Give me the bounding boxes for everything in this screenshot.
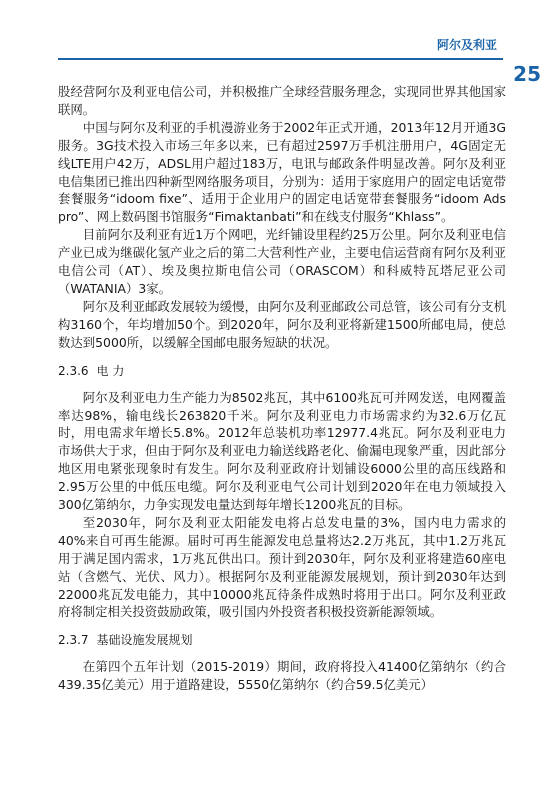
running-header-title: 阿尔及利亚	[436, 38, 497, 52]
page-body	[58, 83, 506, 694]
paragraph: 中国与阿尔及利亚的手机漫游业务于2002年正式开通，2013年12月开通3G服务。3G技术投入市场三年多以来，已有超过2597万手机注册用户，4G固定无线LTE用户42万，ADSL用户超过183万，电讯与邮政条件明显改善。阿尔及利亚电信集团已推出四种新型网络服务项目，分别为：适用于家庭用户的固定电话宽带套餐服务“idoom fixe”、适用于企业用户的固定电话宽带套餐服务“idoom Ads pro”、网上数码图书馆服务“Fimaktanbati”和在线支付服务“Khlass”。	[58, 119, 506, 225]
paragraph: 阿尔及利亚邮政发展较为缓慢，由阿尔及利亚邮政公司总管，该公司有分支机构3160个，年均增加50个。到2020年，阿尔及利亚将新建1500所邮电局，使总数达到5000所，以缓解全国邮电服务短缺的状况。	[58, 298, 506, 350]
section-title: 电 力	[96, 363, 125, 378]
section-number: 2.3.6	[58, 363, 89, 378]
section-title: 基础设施发展规划	[96, 633, 193, 648]
paragraph: 目前阿尔及利亚有近1万个网吧，光纤铺设里程约25万公里。阿尔及利亚电信产业已成为继碳化氢产业之后的第二大营利性产业，主要电信运营商有阿尔及利亚电信公司（AT）、埃及奥拉斯电信公司（ORASCOM）和科威特瓦塔尼亚公司（WATANIA）3家。	[58, 227, 506, 296]
paragraph: 在第四个五年计划（2015-2019）期间，政府将投入41400亿第纳尔（约合439.35亿美元）用于道路建设，5550亿第纳尔（约合59.5亿美元）	[58, 659, 506, 693]
page-number: 25	[513, 62, 541, 86]
paragraph: 阿尔及利亚电力生产能力为8502兆瓦，其中6100兆瓦可并网发送，电网覆盖率达98%，输电线长263820千米。阿尔及利亚电力市场需求约为32.6万亿瓦时，用电需求年增长5.8%。2012年总装机功率12977.4兆瓦。阿尔及利亚电力市场供大于求，但由于阿尔及利亚电力输送线路老化、偷漏电现象严重，因此部分地区用电紧张现象时有发生。阿尔及利亚政府计划铺设6000公里的高压线路和2.95万公里的中低压电缆。阿尔及利亚电气公司计划到2020年在电力领域投入300亿第纳尔，力争实现发电量达到每年增长1200兆瓦的目标。	[58, 389, 506, 513]
section-heading-infrastructure	[58, 632, 506, 648]
section-heading-electricity	[58, 363, 506, 379]
section-number: 2.3.7	[58, 633, 89, 648]
header-rule	[58, 58, 503, 60]
paragraph: 至2030年，阿尔及利亚太阳能发电将占总发电量的3%，国内电力需求的40%来自可再生能源。届时可再生能源发电总量将达2.2万兆瓦，其中1.2万兆瓦用于满足国内需求，1万兆瓦供出口。预计到2030年，阿尔及利亚将建造60座电站（含燃气、光伏、风力）。根据阿尔及利亚能源发展规划，预计到2030年达到22000兆瓦发电能力，其中10000兆瓦待条件成熟时将用于出口。阿尔及利亚政府将制定相关投资鼓励政策，吸引国内外投资者积极投资新能源领域。	[58, 514, 506, 620]
paragraph: 股经营阿尔及利亚电信公司，并积极推广全球经营服务理念，实现同世界其他国家联网。	[58, 84, 506, 117]
